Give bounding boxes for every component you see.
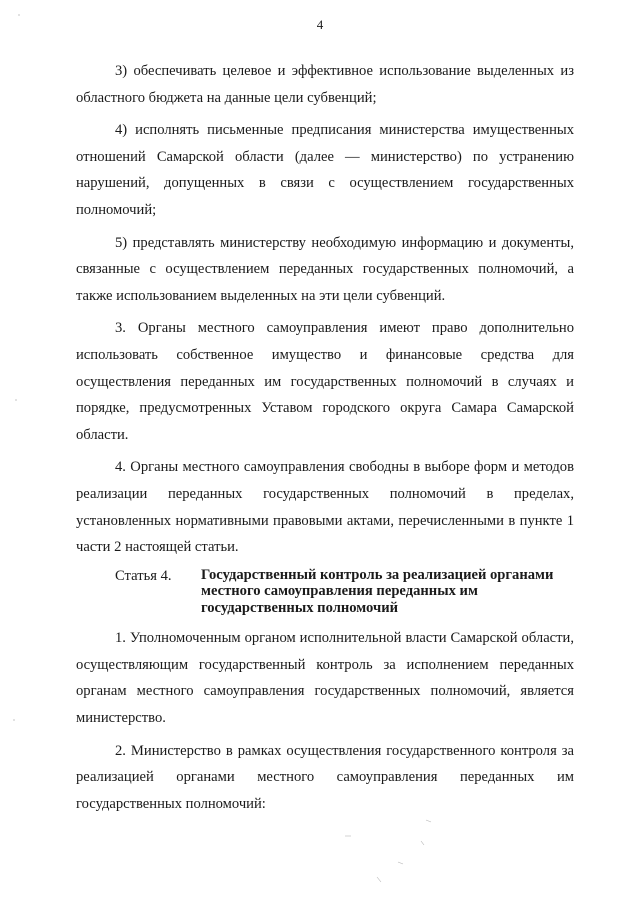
article-paragraph-2: 2. Министерство в рамках осуществления государственного контроля за реализацией органами местного самоуправления переданных им государственных полномочий:	[76, 742, 574, 812]
paragraph-item-3: 3. Органы местного самоуправления имеют право дополнительно использовать собственное имущество и финансовые средства для осуществления переданных им государственных полномочий в случаях и порядке, предусмотренных Уставом городского округа Самара Самарской области.	[76, 320, 574, 443]
paragraph-subitem-5: 5) представлять министерству необходимую информацию и документы, связанные с осуществлением переданных государственных полномочий, а также использованием выделенных на эти цели субвенций.	[76, 234, 574, 304]
scan-speck	[18, 14, 19, 15]
scan-speck	[15, 399, 16, 400]
scan-speck	[398, 862, 403, 864]
scan-speck	[13, 719, 14, 720]
paragraph-subitem-3: 3) обеспечивать целевое и эффективное использование выделенных из областного бюджета на данные цели субвенций;	[76, 63, 574, 106]
scan-speck	[377, 877, 381, 882]
scan-speck	[421, 841, 424, 845]
document-body	[76, 58, 574, 823]
article-title: Государственный контроль за реализацией органами местного самоуправления переданных им государственных полномочий	[201, 566, 554, 616]
paragraph-subitem-4: 4) исполнять письменные предписания министерства имущественных отношений Самарской области (далее — министерство) по устранению нарушений, допущенных в связи с осуществлением государственных полномочий;	[76, 122, 574, 218]
page-number: 4	[316, 17, 324, 32]
article-paragraph-1: 1. Уполномоченным органом исполнительной власти Самарской области, осуществляющим государственный контроль за исполнением переданных органам местного самоуправления государственных полномочий, является министерство.	[76, 630, 574, 726]
article-label: Статья 4.	[115, 567, 172, 584]
paragraph-item-4: 4. Органы местного самоуправления свободны в выборе форм и методов реализации переданных государственных полномочий в пределах, установленных нормативными правовыми актами, перечисленными в пункте 1 части 2 настоящей статьи.	[76, 459, 574, 556]
article-heading	[76, 567, 574, 617]
